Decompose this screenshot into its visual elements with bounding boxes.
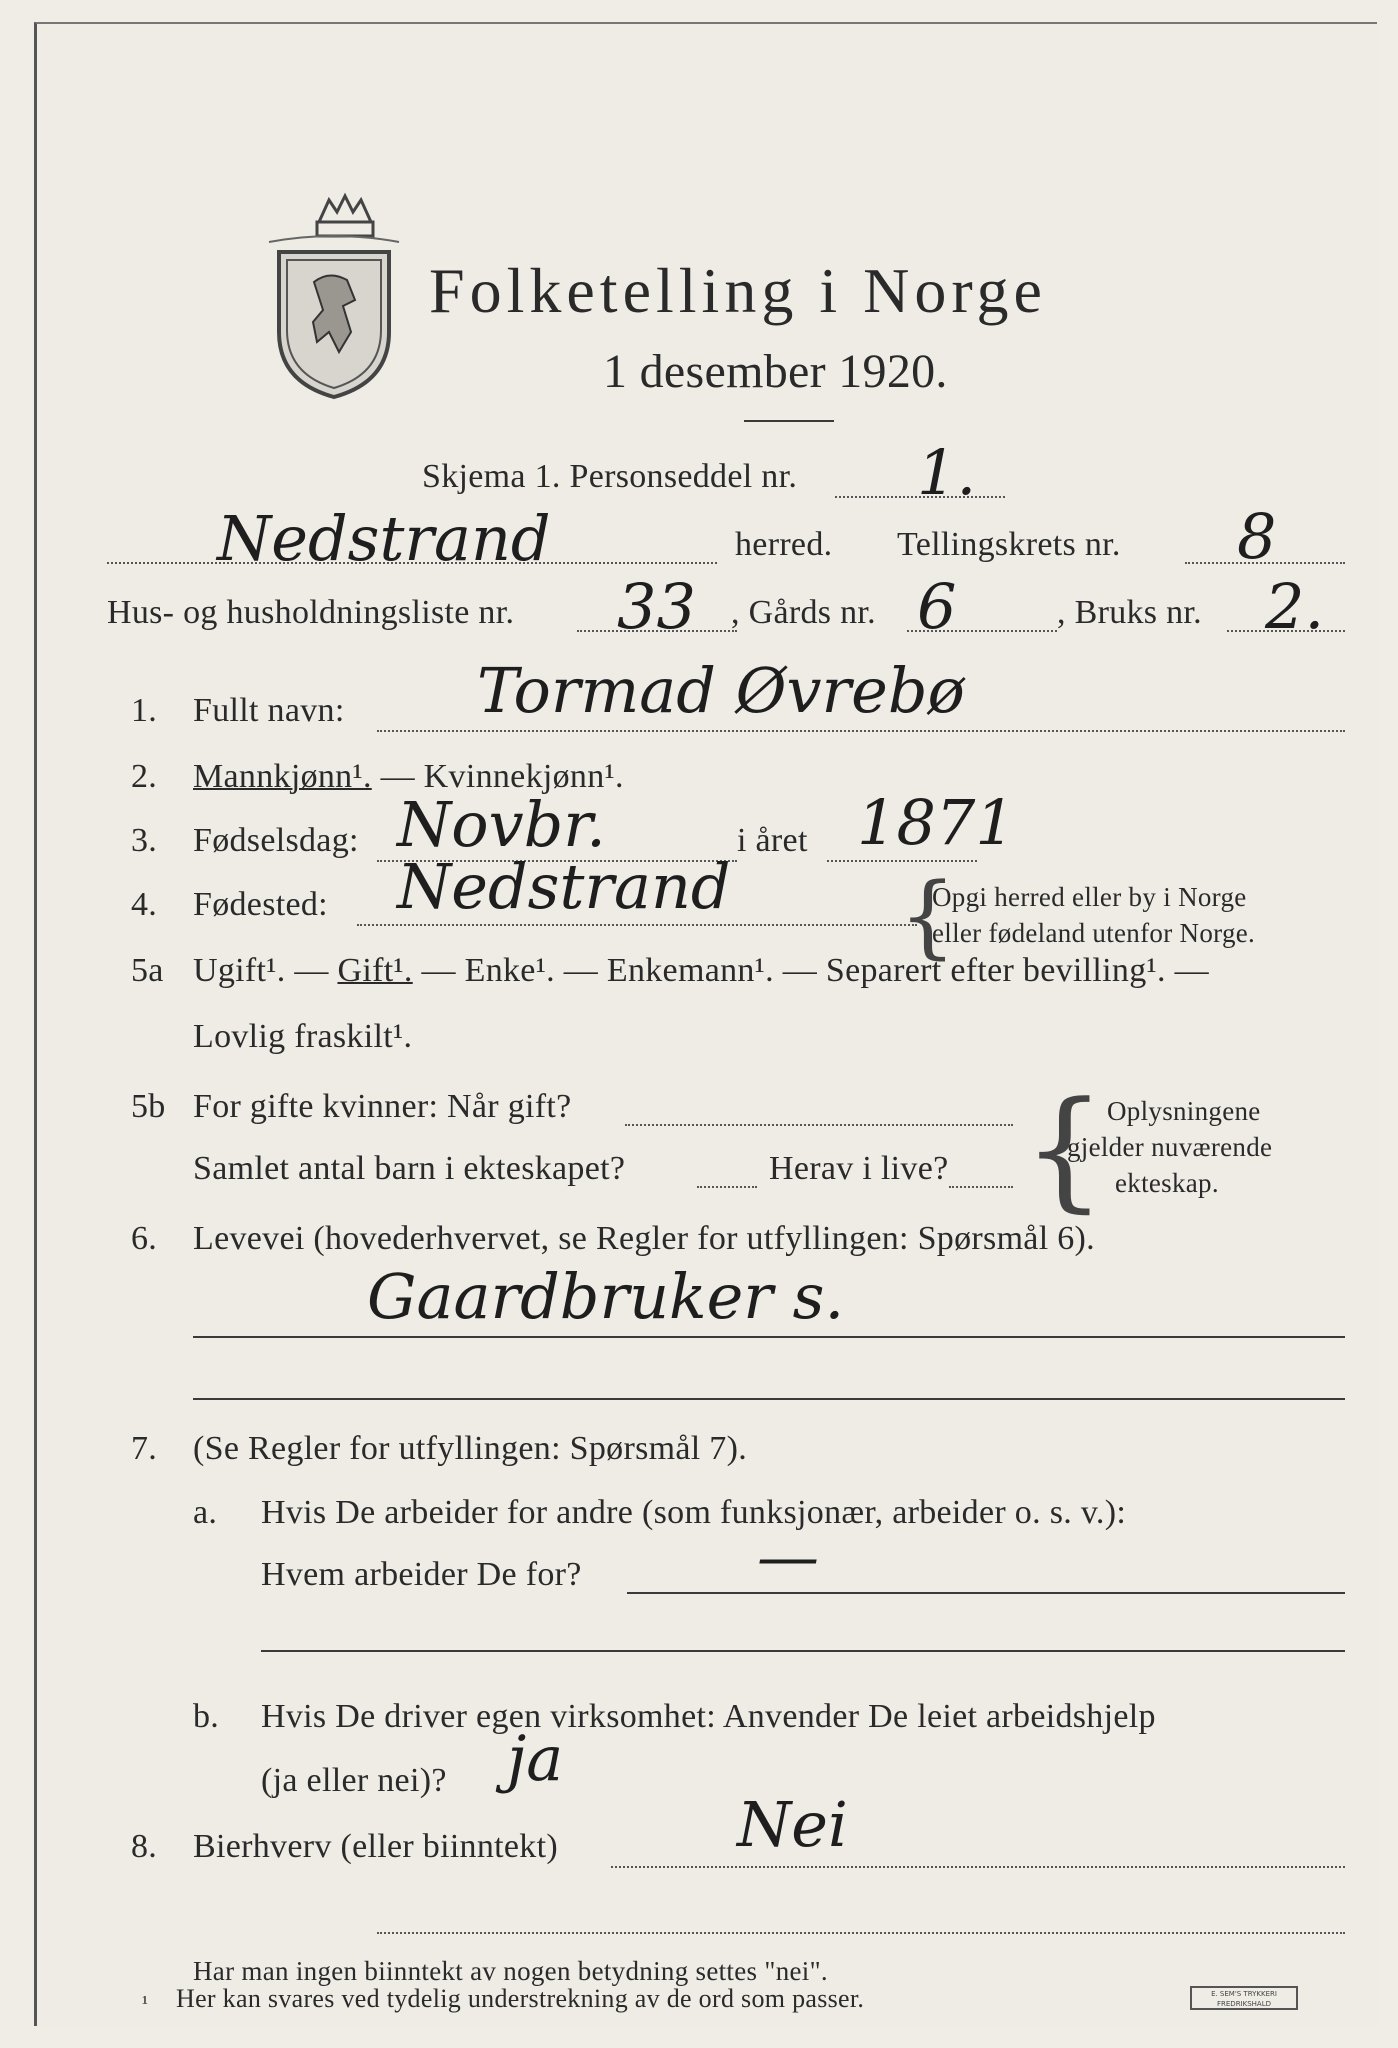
- q5b-note-line1: Oplysningene: [1107, 1096, 1261, 1126]
- q5a-number: 5a: [131, 952, 164, 989]
- q3-year-dotline: [827, 860, 977, 862]
- footnote-text: Her kan svares ved tydelig understrekning av de ord som passer.: [176, 1984, 865, 2013]
- biinntekt-note: Har man ingen biinntekt av nogen betydning settes "nei".: [193, 1956, 828, 1986]
- q5b-line2-dotline: [697, 1186, 757, 1188]
- printer-stamp-line2: FREDRIKSHALD: [1216, 2000, 1271, 2008]
- q8-number: 8.: [131, 1828, 158, 1865]
- q7-number: 7.: [131, 1430, 158, 1467]
- q4-label: Fødested:: [193, 886, 328, 923]
- bruks-value: 2.: [1265, 570, 1325, 643]
- q5b-live-dotline: [949, 1186, 1013, 1188]
- schema-label: Skjema 1. Personseddel nr.: [422, 458, 798, 495]
- q5a-line2: Lovlig fraskilt¹.: [193, 1018, 413, 1055]
- herred-label: herred.: [735, 526, 833, 563]
- q7b-line2: (ja eller nei)?: [261, 1762, 447, 1799]
- bruks-label: , Bruks nr.: [1057, 594, 1202, 631]
- q4-dotline: [357, 924, 917, 926]
- q1-label: Fullt navn:: [193, 692, 345, 729]
- q4-number: 4.: [131, 886, 158, 923]
- q4-note-line2: eller fødeland utenfor Norge.: [932, 918, 1256, 948]
- q8-extra-dotline: [377, 1932, 1345, 1934]
- q7b-line1: Hvis De driver egen virksomhet: Anvender De leiet arbeidshjelp: [261, 1698, 1156, 1735]
- q6-label: Levevei (hovederhvervet, se Regler for utfyllingen: Spørsmål 6).: [193, 1220, 1095, 1257]
- census-form: [34, 22, 1377, 2026]
- q5b-line1: For gifte kvinner: Når gift?: [193, 1088, 572, 1125]
- q1-number: 1.: [131, 692, 158, 729]
- q1-dotline: [377, 730, 1345, 732]
- q7a-answer-line: [627, 1592, 1345, 1594]
- form-title: Folketelling i Norge: [429, 255, 1047, 326]
- q5a-ugift: Ugift¹. —: [193, 952, 338, 989]
- q3-year-label: i året: [737, 822, 808, 859]
- q7a-line2: Hvem arbeider De for?: [261, 1556, 582, 1593]
- krets-label: Tellingskrets nr.: [897, 526, 1121, 563]
- q7a-line1: Hvis De arbeider for andre (som funksjonær, arbeider o. s. v.):: [261, 1494, 1127, 1531]
- q2-female-option: Kvinnekjønn¹.: [423, 758, 624, 795]
- q8-value: Nei: [737, 1788, 848, 1861]
- q2-male-option: Mannkjønn¹.: [193, 758, 372, 795]
- hus-value: 33: [617, 570, 696, 643]
- q3-label: Fødselsdag:: [193, 822, 359, 859]
- q3-value: Novbr.: [397, 788, 606, 861]
- q5b-brace: {: [1023, 1073, 1106, 1225]
- q2-separator: —: [371, 758, 424, 795]
- title-divider: [744, 420, 834, 422]
- q5a-gift-option: Gift¹.: [337, 952, 413, 989]
- q5b-live: Herav i live?: [769, 1150, 949, 1187]
- q1-value: Tormad Øvrebø: [477, 654, 965, 727]
- hus-label: Hus- og husholdningsliste nr.: [107, 594, 515, 631]
- q4-note-line1: Opgi herred eller by i Norge: [932, 882, 1247, 912]
- q7a-value: —: [757, 1520, 819, 1593]
- gards-value: 6: [917, 570, 957, 643]
- q6-number: 6.: [131, 1220, 158, 1257]
- census-date: 1 desember 1920.: [603, 345, 948, 398]
- q7b-number: b.: [193, 1698, 220, 1735]
- krets-value: 8: [1237, 500, 1277, 573]
- q7b-value: ja: [507, 1722, 564, 1795]
- q6-line1: [193, 1336, 1345, 1338]
- q5a-options: [193, 952, 1209, 990]
- herred-value: Nedstrand: [217, 502, 551, 575]
- gards-label: , Gårds nr.: [731, 594, 876, 631]
- q8-label: Bierhverv (eller biinntekt): [193, 1828, 558, 1865]
- q2-number: 2.: [131, 758, 158, 795]
- q5b-line2: Samlet antal barn i ekteskapet?: [193, 1150, 626, 1187]
- q5b-note-line2: gjelder nuværende: [1067, 1132, 1273, 1162]
- q6-value: Gaardbruker s.: [367, 1260, 845, 1333]
- footnote-mark: ¹: [142, 1992, 149, 2014]
- norwegian-coat-of-arms-icon: [259, 182, 409, 402]
- q8-dotline: [611, 1866, 1345, 1868]
- q4-brace: {: [899, 864, 957, 969]
- q5b-note-line3: ekteskap.: [1115, 1168, 1219, 1198]
- q5a-other-options: — Enke¹. — Enkemann¹. — Separert efter bevilling¹. —: [412, 952, 1209, 989]
- q5b-number: 5b: [131, 1088, 166, 1125]
- q6-line2: [193, 1398, 1345, 1400]
- q5b-line1-dotline: [625, 1124, 1013, 1126]
- q3-number: 3.: [131, 822, 158, 859]
- q7a-number: a.: [193, 1494, 218, 1531]
- q7-label: (Se Regler for utfyllingen: Spørsmål 7).: [193, 1430, 748, 1467]
- q4-value: Nedstrand: [397, 850, 731, 923]
- printer-stamp: [1190, 1986, 1298, 2010]
- q7a-extra-line: [261, 1650, 1345, 1652]
- printer-stamp-line1: E. SEM'S TRYKKERI: [1211, 1990, 1277, 1998]
- q3-year-value: 1871: [857, 786, 1015, 859]
- schema-value: 1.: [917, 436, 977, 509]
